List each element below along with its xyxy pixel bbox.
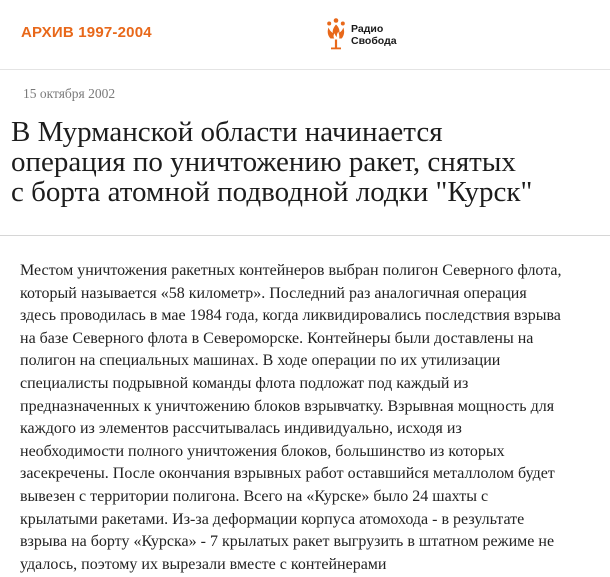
- logo-text-line2: Свобода: [351, 35, 397, 47]
- body-line: каждого из элементов рассчитывалась индивидуально, исходя из: [20, 420, 462, 438]
- body-line: взрыва на борту «Курска» - 7 крылатых ракет выгрузить в штатном режиме не: [20, 533, 555, 551]
- body-line: который называется «58 километр». Последний раз аналогичная операция: [20, 284, 527, 302]
- site-header: [0, 0, 610, 70]
- radio-svoboda-logo[interactable]: [326, 18, 397, 52]
- body-line: вывезен с территории полигона. Всего на «Курске» было 24 шахты с: [20, 487, 489, 505]
- title-line: операция по уничтожению ракет, снятых: [11, 146, 516, 178]
- body-line: специалисты подрывной команды флота подложат под каждый из: [20, 374, 469, 392]
- title-divider: [0, 235, 610, 236]
- body-line: Местом уничтожения ракетных контейнеров выбран полигон Северного флота,: [20, 262, 562, 279]
- logo-flame-icon: [326, 18, 346, 52]
- title-line: с борта атомной подводной лодки "Курск": [11, 176, 533, 208]
- logo-text-line1: Радио: [351, 23, 384, 35]
- body-line: на базе Северного флота в Североморске. Контейнеры были доставлены на: [20, 329, 534, 347]
- archive-link[interactable]: АРХИВ 1997-2004: [21, 24, 152, 41]
- body-line: необходимости полного уничтожения блоков, большинство из которых: [20, 442, 505, 460]
- article-title: [11, 117, 610, 207]
- body-line: удалось, поэтому их вырезали вместе с контейнерами: [20, 555, 387, 573]
- body-line: полигон на специальных машинах. В ходе операции по их утилизации: [20, 352, 501, 370]
- title-line: В Мурманской области начинается: [11, 116, 443, 148]
- body-line: крылатыми ракетами. Из-за деформации корпуса атомохода - в результате: [20, 510, 525, 528]
- article-body: [20, 260, 610, 576]
- body-line: засекречены. После окончания взрывных работ оставшийся металлолом будет: [20, 465, 555, 483]
- publication-date: 15 октября 2002: [23, 86, 116, 101]
- body-line: предназначенных к уничтожению блоков взрывчатку. Взрывная мощность для: [20, 397, 555, 415]
- body-line: здесь проводилась в мае 1984 года, когда ликвидировались последствия взрыва: [20, 307, 561, 325]
